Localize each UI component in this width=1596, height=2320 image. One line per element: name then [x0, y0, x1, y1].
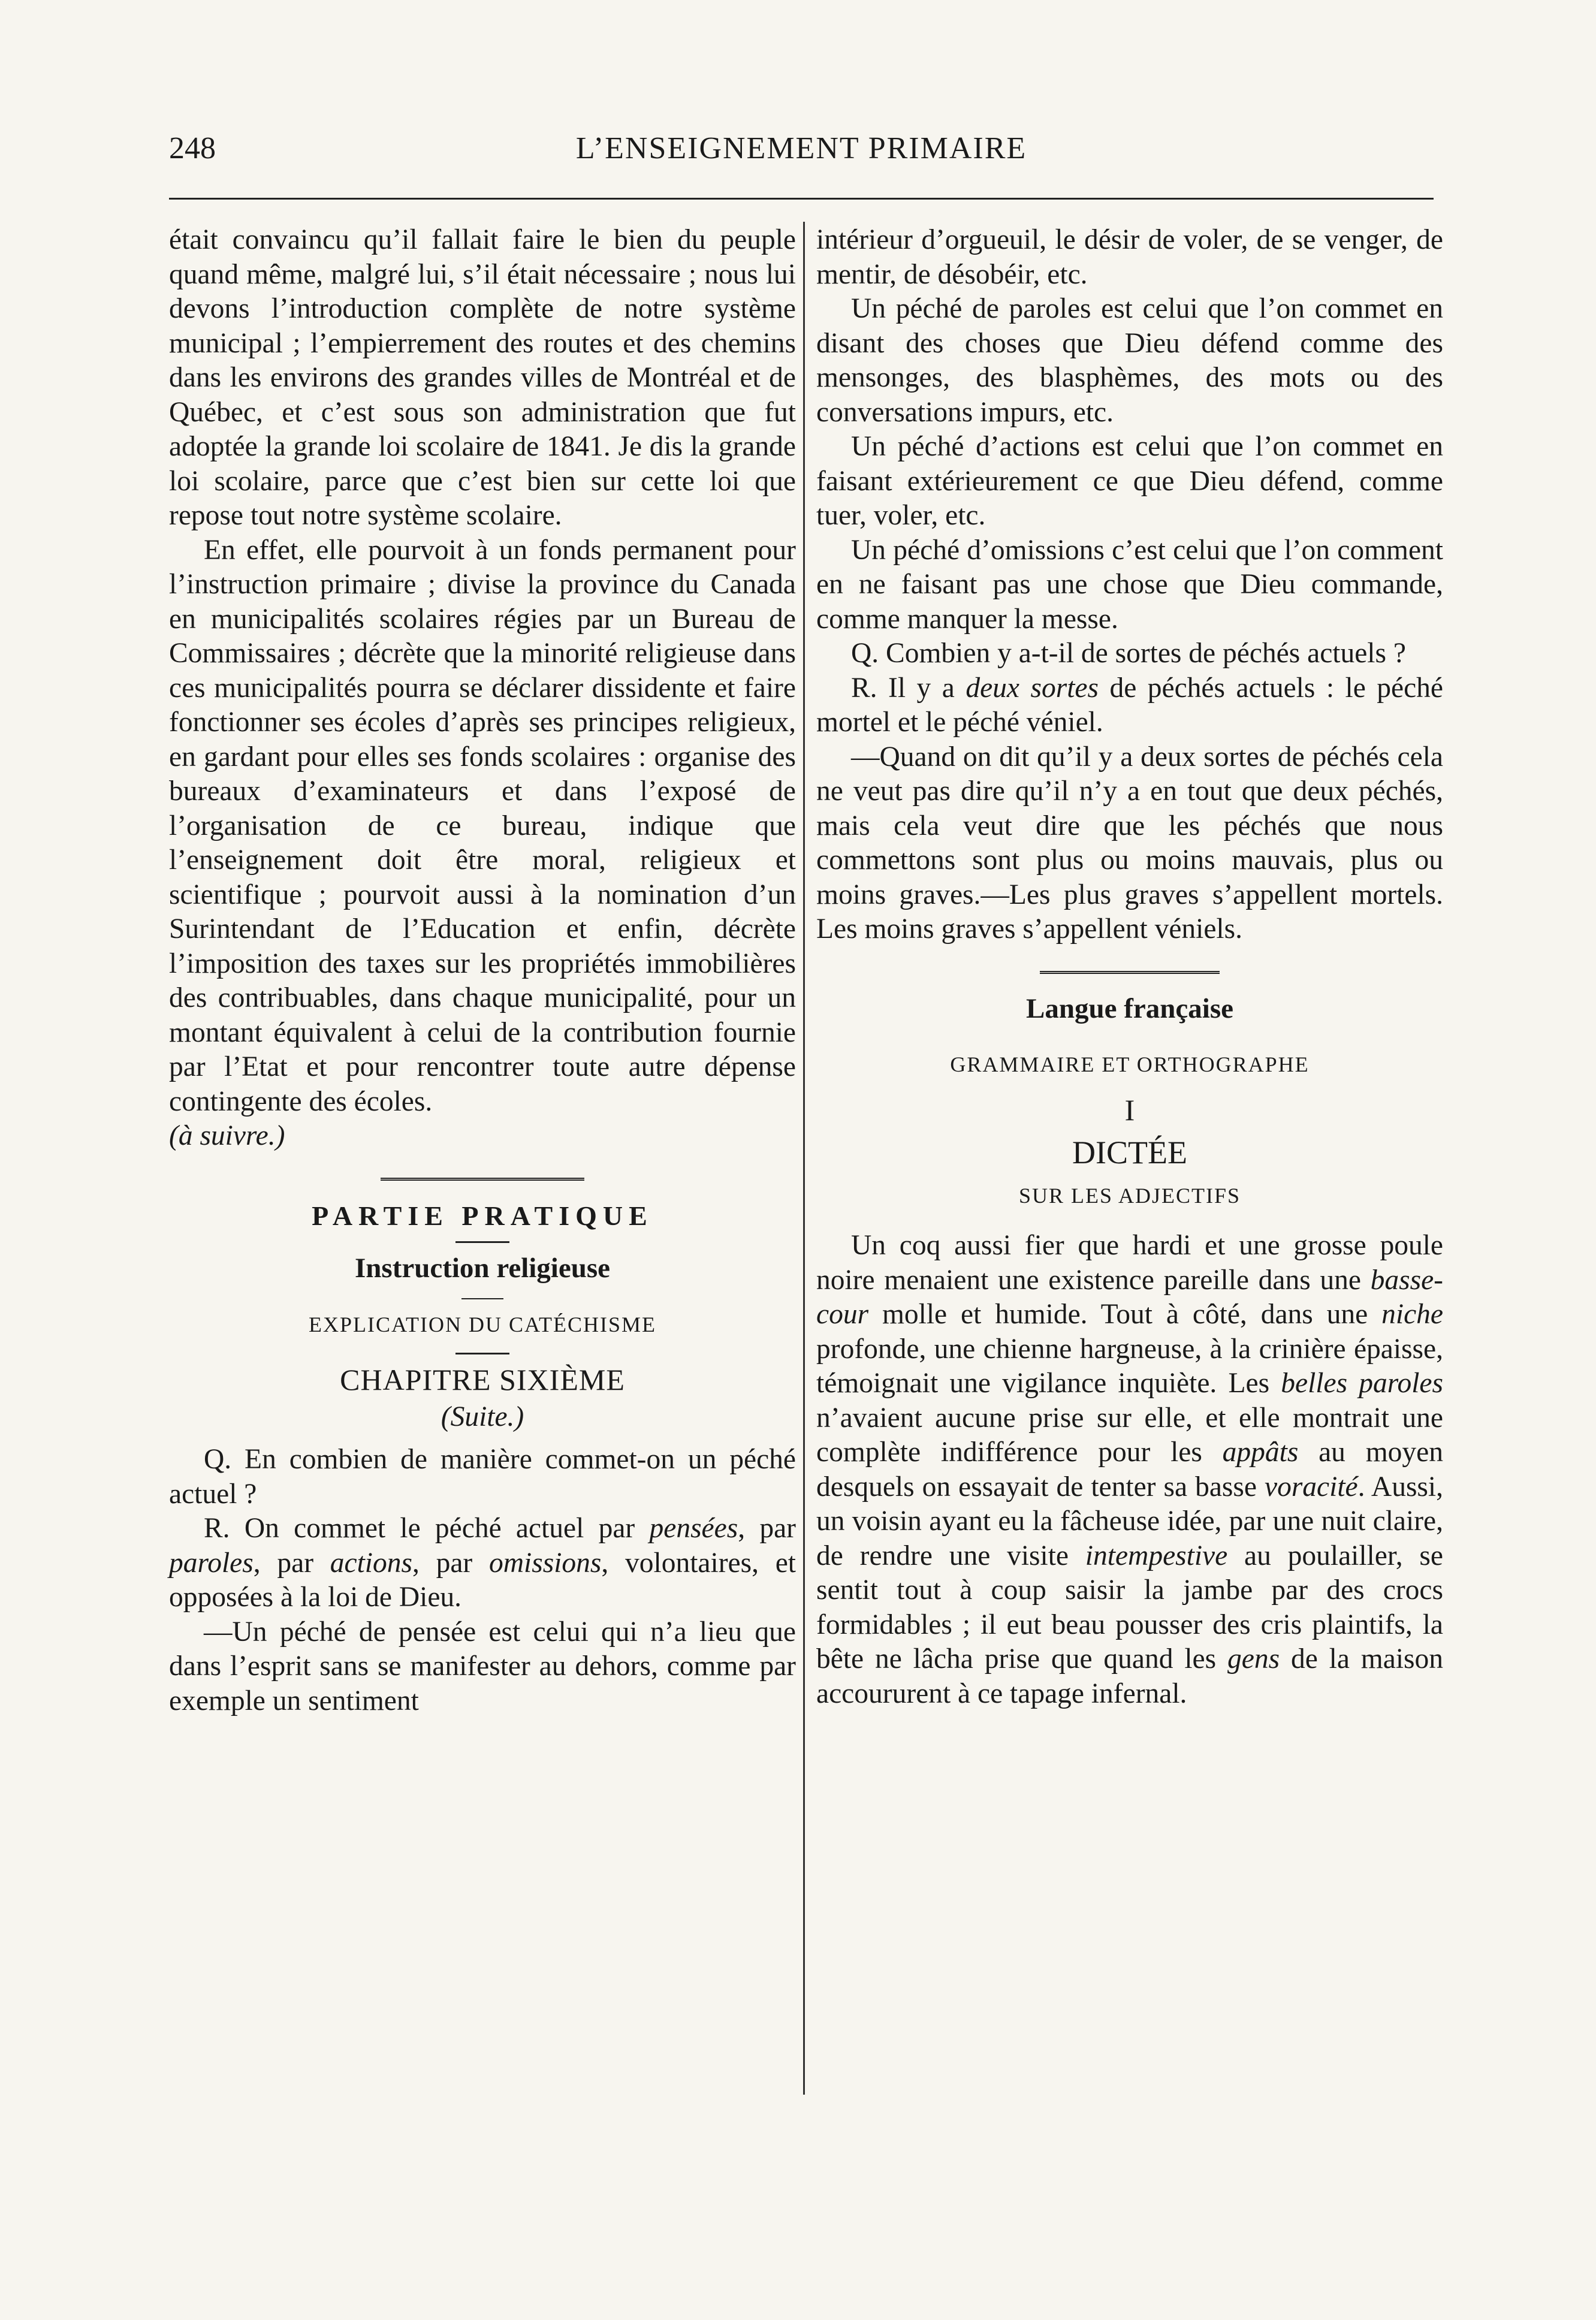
term-intempestive: intempestive — [1085, 1540, 1228, 1571]
paragraph-quand: —Quand on dit qu’il y a deux sortes de péchés cela ne veut pas dire qu’il n’y a en tout que deux péchés, mais cela veut dire que les péchés que nous commettons sont plus ou moins mauvais, plus ou moins graves.—Les plus graves s’appellent mortels. Les moins graves s’appellent véniels. — [816, 741, 1443, 945]
term-niche: niche — [1381, 1299, 1443, 1330]
page-number: 248 — [169, 131, 216, 165]
term-paroles: paroles — [169, 1547, 254, 1579]
answer-1-text: R. On commet le péché actuel par — [204, 1513, 650, 1544]
term-deux-sortes: deux sortes — [966, 672, 1099, 704]
dictee-text-part: au poulailler, se sentit tout à coup saisir la jambe par des crocs formidables ; il eut beau pousser des cris plaintifs, la bête ne lâcha prise que quand les — [816, 1540, 1443, 1675]
running-title: L’ENSEIGNEMENT PRIMAIRE — [575, 131, 1027, 165]
answer-1-text: , volontaires, et opposées à la loi de Dieu. — [169, 1547, 796, 1613]
header-rule — [169, 198, 1434, 200]
topic-explication: EXPLICATION DU CATÉCHISME — [309, 1312, 656, 1337]
short-rule — [461, 1298, 503, 1299]
topic-grammaire: GRAMMAIRE ET ORTHOGRAPHE — [950, 1052, 1310, 1076]
dictee-text-part: de la maison accoururent à ce tapage infernal. — [816, 1643, 1444, 1709]
column-divider — [803, 222, 805, 2095]
dictee-text-part: Un coq aussi fier que hardi et une grosse poule noire menaient une existence pareille dans une — [816, 1230, 1443, 1296]
paragraph-paroles: Un péché de paroles est celui que l’on commet en disant des choses que Dieu défend comme des mensonges, des blasphèmes, des mots ou des conversations impurs, etc. — [816, 293, 1443, 428]
dictee-text-part: n’avaient aucune prise sur elle, et elle montrait une complète indifférence pour les — [816, 1402, 1443, 1468]
question-1: Q. En combien de manière commet-on un péché actuel ? — [169, 1444, 796, 1510]
paragraph-continuation: était convaincu qu’il fallait faire le bien du peuple quand même, malgré lui, s’il était nécessaire ; nous lui devons l’introduction complète de notre système municipal ; l’empierrement des routes et des chemins dans les environs des grandes villes de Montréal et de Québec, et c’est sous son administration que fut adoptée la grande loi scolaire de 1841. Je dis la grande loi scolaire, parce que c’est bien sur cette loi que repose tout notre système scolaire. — [169, 224, 796, 531]
term-voracite: voracité — [1264, 1471, 1358, 1503]
answer-1-text: , par — [738, 1513, 796, 1544]
left-column — [169, 223, 796, 1718]
term-pensees: pensées — [649, 1513, 738, 1544]
dictee-subtitle: SUR LES ADJECTIFS — [1018, 1183, 1241, 1208]
term-gens: gens — [1227, 1643, 1280, 1675]
question-2: Q. Combien y a-t-il de sortes de péchés actuels ? — [851, 638, 1406, 669]
answer-1-text: , par — [253, 1547, 330, 1579]
term-omissions: omissions — [489, 1547, 602, 1579]
answer-2 — [816, 671, 1443, 740]
term-belles-paroles: belles paroles — [1281, 1368, 1443, 1399]
term-basse-cour: basse-cour — [816, 1264, 1443, 1330]
chapter-subtitle: (Suite.) — [441, 1401, 524, 1432]
answer-1 — [169, 1512, 796, 1615]
paragraph-continuation-right: intérieur d’orgueuil, le désir de voler, de se venger, de mentir, de désobéir, etc. — [816, 224, 1443, 290]
dictee-text-part: molle et humide. Tout à côté, dans une — [868, 1299, 1382, 1330]
answer-2-text: R. Il y a — [851, 672, 966, 704]
page-header — [169, 131, 1434, 179]
dictee-text-part: . Aussi, un voisin ayant eu la fâcheuse idée, par une nuit claire, de rendre une visite — [816, 1471, 1443, 1571]
dictee-title: DICTÉE — [1072, 1135, 1187, 1170]
subsection-title-instruction: Instruction religieuse — [354, 1253, 611, 1284]
short-rule — [455, 1353, 509, 1354]
dictee-text — [816, 1229, 1443, 1711]
dictee-text-part: profonde, une chienne hargneuse, à la crinière épaisse, témoignait une vigilance inquiète. Les — [816, 1333, 1443, 1399]
section-number: I — [1124, 1093, 1135, 1127]
paragraph-en-effet: En effet, elle pourvoit à un fonds permanent pour l’instruction primaire ; divise la province du Canada en municipalités scolaires régies par un Bureau de Commissaires ; décrète que la minorité religieuse dans ces municipalités pourra se déclarer dissidente et faire fonctionner ses écoles d’après ses principes religieux, en gardant pour elles ses fonds scolaires : organise des bureaux d’examinateurs et dans l’exposé de l’organisation de ce bureau, indique que l’enseignement doit être moral, religieux et scientifique ; pourvoit aussi à la nomination d’un Surintendant de l’Education et enfin, décrète l’imposition des taxes sur les propriétés immobilières des contribuables, dans chaque municipalité, pour un montant équivalent à celui de la contribution fournie par l’Etat et pour rencontrer toute autre dépense contingente des écoles. — [169, 534, 796, 1117]
section-title-langue: Langue française — [1026, 992, 1233, 1024]
section-title-partie-pratique: PARTIE PRATIQUE — [312, 1200, 653, 1231]
right-column — [816, 223, 1443, 1711]
paragraph-omissions: Un péché d’omissions c’est celui que l’on comment en ne faisant pas une chose que Dieu commande, comme manquer la messe. — [816, 534, 1443, 635]
a-suivre-note: (à suivre.) — [169, 1120, 285, 1151]
term-appats: appâts — [1222, 1437, 1299, 1468]
answer-1-text: , par — [412, 1547, 489, 1579]
dictee-text-part: au moyen desquels on essayait de tenter sa basse — [816, 1437, 1443, 1503]
answer-2-text: de péchés actuels : le péché mortel et le péché véniel. — [816, 672, 1444, 738]
short-rule — [455, 1241, 509, 1243]
ornamental-rule — [381, 1178, 584, 1181]
term-actions: actions — [330, 1547, 412, 1579]
ornamental-rule — [1040, 971, 1220, 974]
paragraph-actions: Un péché d’actions est celui que l’on commet en faisant extérieurement ce que Dieu défend, comme tuer, voler, etc. — [816, 431, 1443, 531]
chapter-title: CHAPITRE SIXIÈME — [340, 1363, 625, 1396]
paragraph-pensee: —Un péché de pensée est celui qui n’a lieu que dans l’esprit sans se manifester au dehors, comme par exemple un sentiment — [169, 1616, 796, 1716]
